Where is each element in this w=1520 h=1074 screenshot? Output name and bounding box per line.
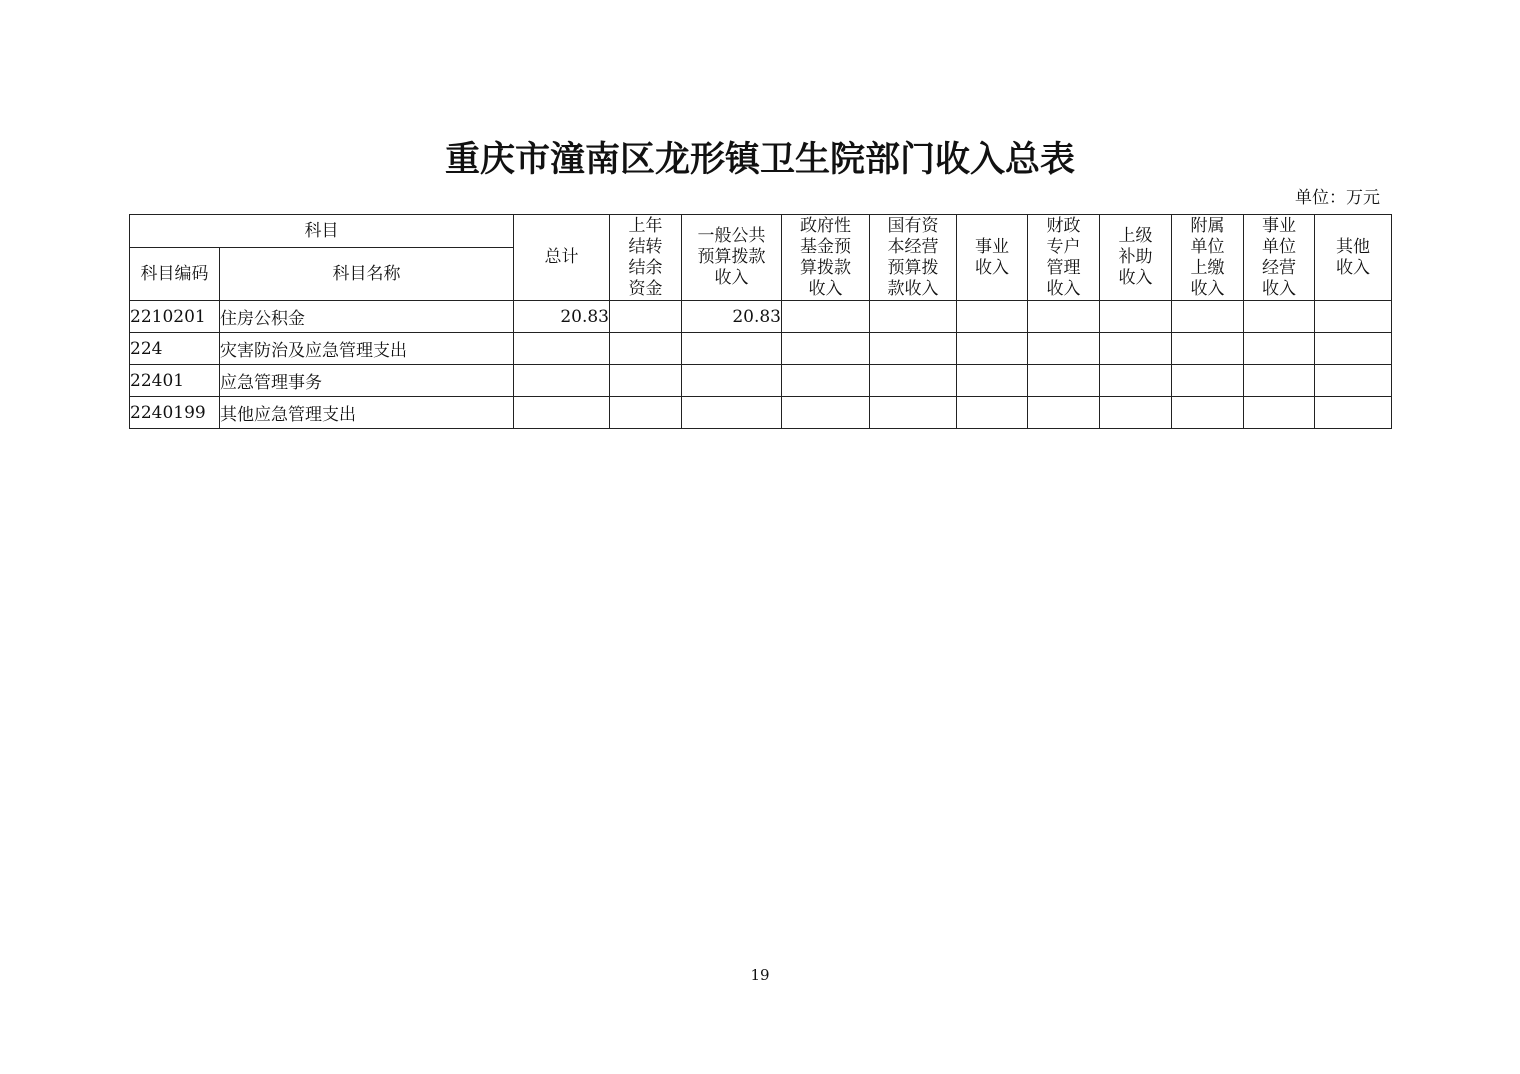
row-general-budget [682,365,782,397]
header-superior-subsidy: 上级 补助 收入 [1100,215,1172,301]
header-special-account-income: 财政 专户 管理 收入 [1028,215,1100,301]
row-name: 住房公积金 [220,301,514,333]
header-prior-year-carryover: 上年 结转 结余 资金 [610,215,682,301]
page-title: 重庆市潼南区龙形镇卫生院部门收入总表 [444,139,1075,180]
unit-label: 单位：万元 [1295,188,1380,208]
page-number: 19 [750,966,770,984]
row-name: 应急管理事务 [220,365,514,397]
row-general-budget: 20.83 [682,301,782,333]
table-row [130,333,1392,365]
row-total [514,333,610,365]
header-total: 总计 [514,215,610,301]
header-subject-code: 科目编码 [130,248,220,301]
table-row [130,365,1392,397]
row-name: 灾害防治及应急管理支出 [220,333,514,365]
header-subject-group: 科目 [130,215,514,248]
header-general-budget: 一般公共 预算拨款 收入 [682,215,782,301]
header-unit-operating-income: 事业 单位 经营 收入 [1244,215,1315,301]
row-code: 2210201 [130,301,220,333]
row-total [514,365,610,397]
header-affiliated-unit-remit: 附属 单位 上缴 收入 [1172,215,1244,301]
row-code: 22401 [130,365,220,397]
header-business-income: 事业 收入 [957,215,1028,301]
table-row [130,397,1392,429]
row-general-budget [682,397,782,429]
header-subject-name: 科目名称 [220,248,514,301]
row-code: 224 [130,333,220,365]
row-name: 其他应急管理支出 [220,397,514,429]
table-row [130,301,1392,333]
header-other-income: 其他 收入 [1315,215,1392,301]
row-code: 2240199 [130,397,220,429]
row-total: 20.83 [514,301,610,333]
header-gov-fund-budget: 政府性 基金预 算拨款 收入 [782,215,870,301]
row-total [514,397,610,429]
income-summary-table [129,214,1392,429]
row-general-budget [682,333,782,365]
header-state-capital-budget: 国有资 本经营 预算拨 款收入 [870,215,957,301]
